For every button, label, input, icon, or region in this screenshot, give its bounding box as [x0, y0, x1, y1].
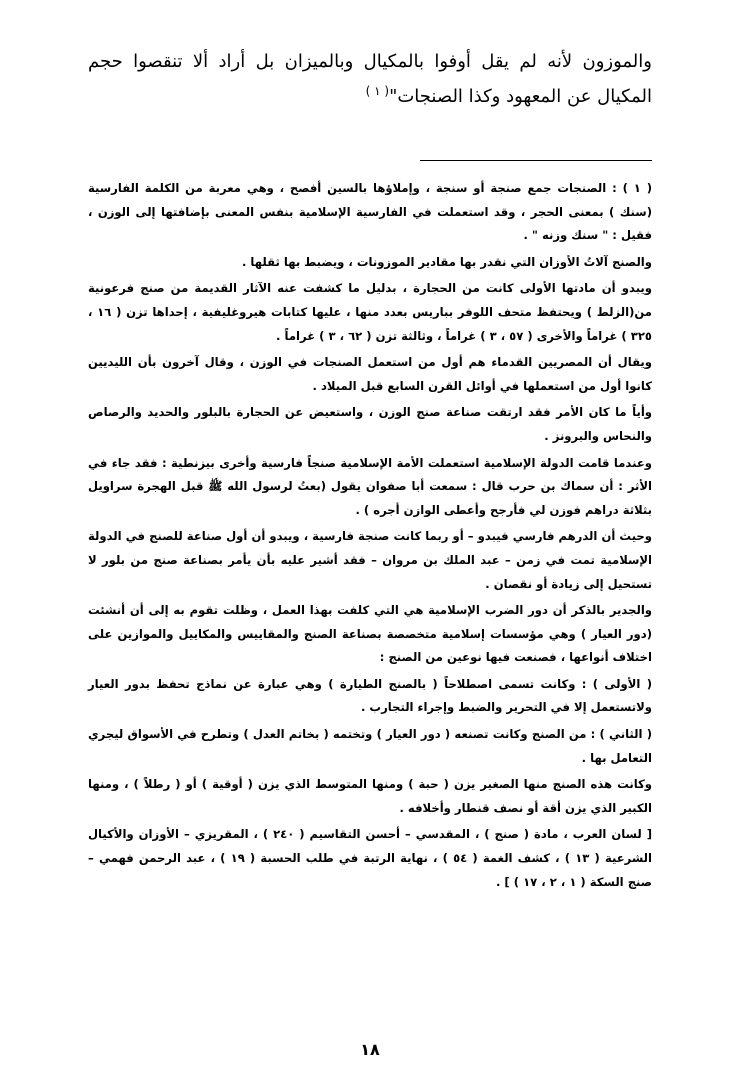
- footnote-paragraph: وعندما قامت الدولة الإسلامية استعملت الأمة الإسلامية صنجاً فارسية وأخرى بيزنطية : فقد جاء في الأثر : أن سماك بن حرب قال : سمعت أبا صفوان يقول (بعتُ لرسول الله ﷺ قبل الهجرة سراويل بثلاثة دراهم فوزن لي فأرجح وأعطى الوازن أجره ) .: [88, 455, 652, 517]
- footnote-paragraph: ويقال أن المصريين القدماء هم أول من استعمل الصنجات في الوزن ، وقال آخرون بأن الليديين كانوا أول من استعملها في أوائل القرن السابع قبل الميلاد .: [88, 355, 652, 393]
- footnote-reference: ( ١ ): [365, 84, 390, 98]
- footnote-paragraph: [ لسان العرب ، مادة ( صنج ) ، المقدسي – أحسن التقاسيم ( ٢٤٠ ) ، المقريزي – الأوزان والأكيال الشرعية ( ١٣ ) ، كشف الغمة ( ٥٤ ) ، نهاية الرتبة في طلب الحسبة ( ١٩ ) ، عبد الرحمن فهمي – صنج السكة ( ١ ، ٢ ، ١٧ ) ] .: [88, 827, 653, 889]
- footnote-paragraph: ( ١ ) : الصنجات جمع صنجة أو سنجة ، وإملاؤها بالسين أفصح ، وهي معربة من الكلمة الفارسية (سنك ) بمعنى الحجر ، وقد استعملت في الفارسية الإسلامية بنفس المعنى بإضافتها إلى الوزن ، فقيل : " سنك وزنه " .: [88, 181, 653, 243]
- footnote-paragraph: ( الثاني ) : من الصنج وكانت تصنعه ( دور العيار ) وتختمه ( بخاتم العدل ) وتطرح في الأسواق ليجري التعامل بها .: [88, 727, 652, 765]
- main-paragraph: [88, 44, 652, 114]
- main-paragraph-text: والموزون لأنه لم يقل أوفوا بالمكيال وبالميزان بل أراد ألا تنقصوا حجم المكيال عن المعهود وكذا الصنجات": [88, 51, 652, 107]
- footnote-paragraph: وحيث أن الدرهم فارسي فيبدو – أو ربما كانت صنجة فارسية ، ويبدو أن أول صناعة للصنج في الدولة الإسلامية تمت في زمن – عبد الملك بن مروان – فقد أشير عليه بأن يأمر بصناعة صنج من بلور لا تستحيل إلى زيادة أو نقصان .: [88, 529, 652, 591]
- footnotes-section: [88, 177, 652, 897]
- footnote-paragraph: ( الأولى ) : وكانت تسمى اصطلاحاً ( بالصنج الطيارة ) وهي عبارة عن نماذج تحفظ بدور العيار ولاتستعمل إلا في التحرير والضبط وإجراء التجارب .: [88, 676, 652, 715]
- footnote-paragraph: وكانت هذه الصنج منها الصغير يزن ( حبة ) ومنها المتوسط الذي يزن ( أوقية ) أو ( رطلاً ) ، ومنها الكبير الذي يزن أقة أو نصف قنطار وأخلافه .: [88, 777, 652, 815]
- footnote-paragraph: والصنج آلاتُ الأوزان التي نقدر بها مقادير الموزونات ، ويضبط بها ثقلها .: [241, 254, 652, 269]
- footnote-separator: [420, 160, 652, 161]
- page-number: ١٨: [360, 1040, 380, 1059]
- footnote-paragraph: ويبدو أن مادتها الأولى كانت من الحجارة ، بدليل ما كشفت عنه الآثار القديمة من صنج فرعونية من(الزلط ) ويحتفظ متحف اللوفر بباريس بعدد منها ، عليها كتابات هيروغليفية ، إحداها تزن ( ١٦ ، ٣٢٥ ) غراماً والأخرى ( ٥٧ ، ٣ ) غراماً ، وثالثة تزن ( ٦٢ ، ٣ ) غراماً .: [88, 281, 652, 343]
- footnote-paragraph: وأياً ما كان الأمر فقد ارتقت صناعة صنج الوزن ، واستعيض عن الحجارة بالبلور والحديد والرصاص والنحاس والبرونز .: [88, 405, 652, 443]
- footnote-paragraph: والجدير بالذكر أن دور الضرب الإسلامية هي التي كلفت بهذا العمل ، وظلت تقوم به إلى أن أنشئت (دور العيار ) وهي مؤسسات إسلامية متخصصة بصناعة الصنج والمقاييس والمكاييل والموازين على اختلاف أنواعها ، فصنعت فيها نوعين من الصنج :: [88, 603, 652, 665]
